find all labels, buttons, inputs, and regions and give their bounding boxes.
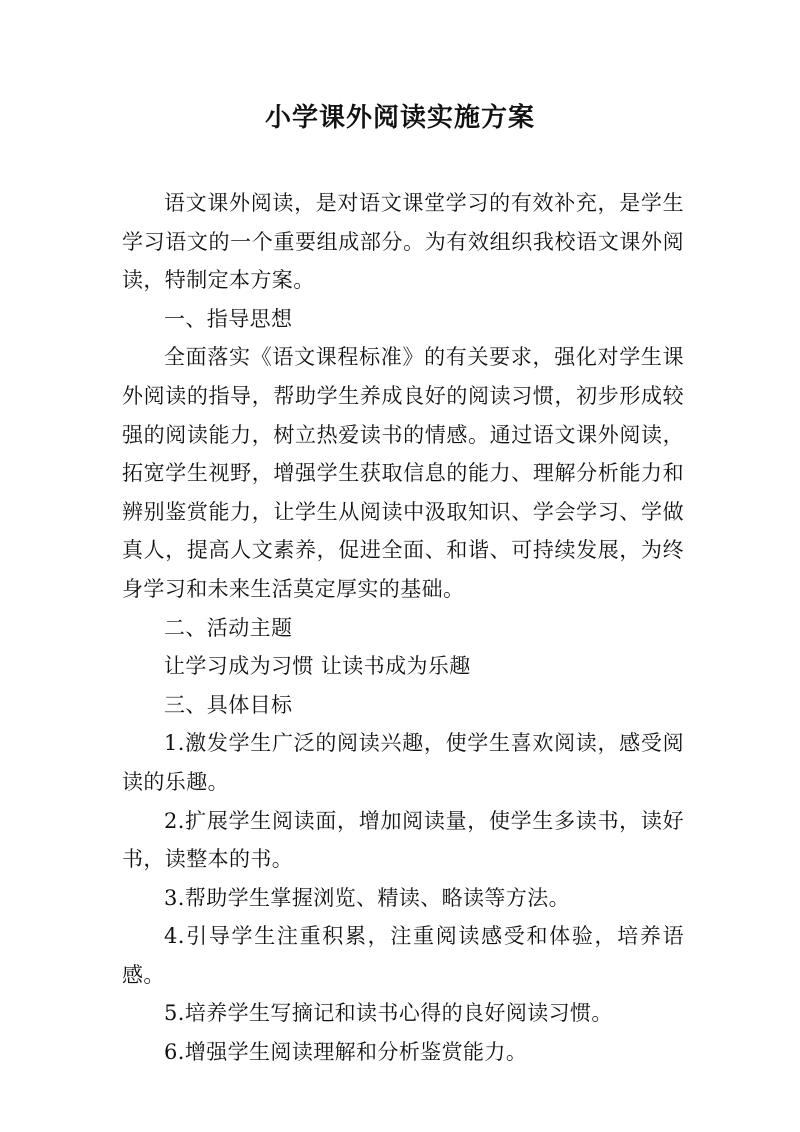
section-heading-specific-goals: 三、具体目标: [164, 692, 293, 717]
goal-item-3: 3.帮助学生掌握浏览、精读、略读等方法。: [164, 885, 571, 910]
document-title: 小学课外阅读实施方案: [264, 103, 535, 133]
section-heading-guiding-ideology: 一、指导思想: [164, 306, 293, 331]
goal-item-6: 6.增强学生阅读理解和分析鉴赏能力。: [164, 1040, 528, 1065]
section-heading-activity-theme: 二、活动主题: [164, 615, 293, 640]
goal-item-5: 5.培养学生写摘记和读书心得的良好阅读习惯。: [164, 1001, 613, 1026]
goal-item-4: 4.引导学生注重积累，注重阅读感受和体验，培养语感。: [122, 924, 684, 987]
goal-item-1: 1.激发学生广泛的阅读兴趣，使学生喜欢阅读，感受阅读的乐趣。: [122, 731, 684, 794]
activity-theme-text: 让学习成为习惯 让读书成为乐趣: [164, 654, 471, 679]
intro-paragraph: 语文课外阅读，是对语文课堂学习的有效补充，是学生学习语文的一个重要组成部分。为有效组织我校语文课外阅读，特制定本方案。: [122, 191, 684, 293]
document-body: [122, 184, 684, 1072]
goal-item-2: 2.扩展学生阅读面，增加阅读量，使学生多读书，读好书，读整本的书。: [122, 808, 684, 872]
guiding-ideology-paragraph: 全面落实《语文课程标准》的有关要求，强化对学生课外阅读的指导，帮助学生养成良好的阅读习惯，初步形成较强的阅读能力，树立热爱读书的情感。通过语文课外阅读，拓宽学生视野，增强学生获取信息的能力、理解分析能力和辨别鉴赏能力，让学生从阅读中汲取知识、学会学习、学做真人，提高人文素养，促进全面、和谐、可持续发展，为终身学习和未来生活莫定厚实的基础。: [122, 345, 684, 601]
